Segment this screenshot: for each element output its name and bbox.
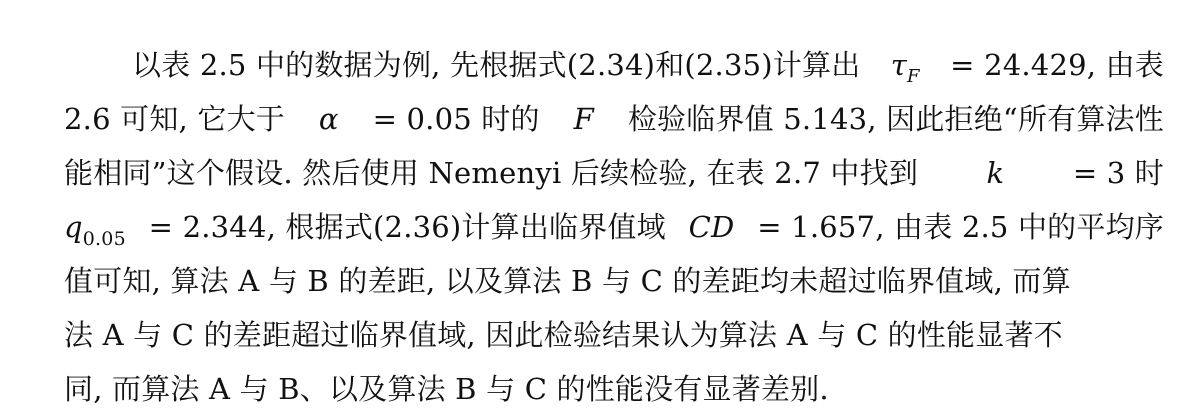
- cd-symbol: CD: [688, 210, 735, 244]
- line-2-text-c: 检验临界值 5.143, 因此拒绝“所有算法性: [627, 102, 1164, 136]
- q-symbol: [64, 200, 126, 254]
- text-line-7: 同, 而算法 A 与 B、以及算法 B 与 C 的性能没有显著差别.: [64, 372, 829, 406]
- line-2-text-a: 2.6 可知, 它大于: [64, 102, 285, 136]
- f-symbol: F: [573, 102, 594, 136]
- line-1-text-b: = 24.429, 由表: [950, 48, 1164, 82]
- text-line-3: [64, 146, 1164, 200]
- line-1-text-a: 以表 2.5 中的数据为例, 先根据式(2.34)和(2.35)计算出: [132, 48, 861, 82]
- line-4-text-b: = 1.657, 由表 2.5 中的平均序: [757, 210, 1164, 244]
- tau-subscript: F: [907, 66, 920, 87]
- text-line-6: 法 A 与 C 的差距超过临界值域, 因此检验结果认为算法 A 与 C 的性能显著不: [64, 318, 1063, 352]
- text-line-2: [64, 92, 1164, 146]
- line-2-text-b: = 0.05 时的: [372, 102, 540, 136]
- text-line-5: 值可知, 算法 A 与 B 的差距, 以及算法 B 与 C 的差距均未超过临界值域, 而算: [64, 264, 1071, 298]
- k-symbol: k: [986, 156, 1005, 190]
- text-line-4: [64, 200, 1164, 254]
- tau-f-symbol: [891, 38, 920, 92]
- line-4-text-a: = 2.344, 根据式(2.36)计算出临界值域: [148, 210, 666, 244]
- line-3-text-a: 能相同”这个假设. 然后使用 Nemenyi 后续检验, 在表 2.7 中找到: [64, 156, 919, 190]
- alpha-symbol: α: [318, 102, 339, 136]
- text-line-1: [132, 38, 1164, 92]
- line-3-text-b: = 3 时: [1072, 156, 1164, 190]
- q-letter: q: [64, 210, 83, 244]
- q-subscript: 0.05: [82, 228, 126, 250]
- tau-symbol: τ: [890, 48, 908, 82]
